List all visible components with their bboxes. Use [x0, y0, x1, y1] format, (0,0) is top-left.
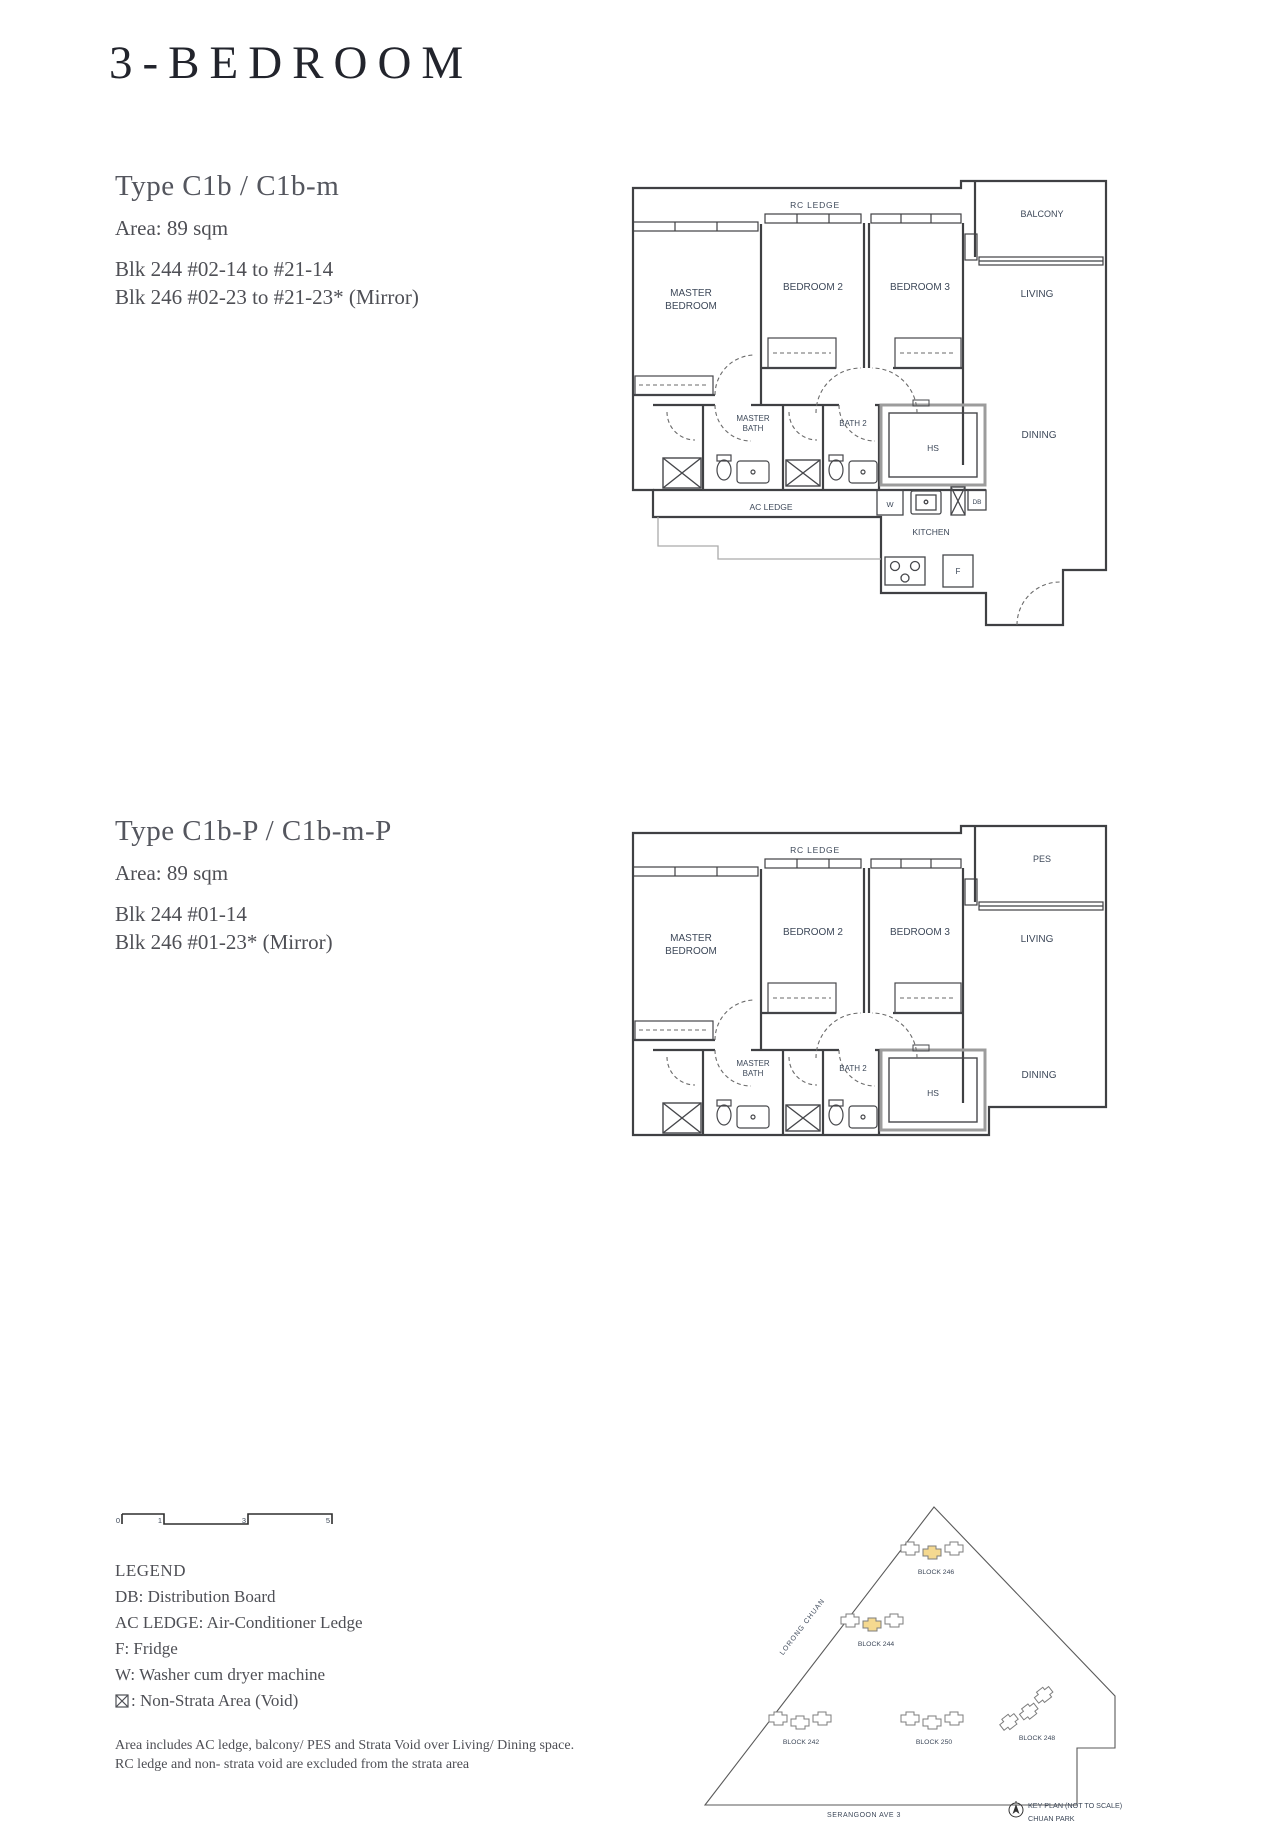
room-label-bedroom3: BEDROOM 3 — [889, 927, 951, 938]
legend-item-fridge: F: Fridge — [115, 1639, 178, 1658]
room-label-master-bedroom: BEDROOM — [665, 301, 717, 312]
fixture-label-fridge: F — [955, 567, 961, 576]
floorplan-type-c1b-p — [623, 823, 1110, 1141]
room-label-master-bath: MASTER — [736, 1059, 770, 1068]
room-label-bath2: BATH 2 — [839, 419, 867, 428]
room-label-kitchen: KITCHEN — [912, 527, 950, 537]
room-label-hs: HS — [927, 443, 939, 453]
walls — [633, 826, 1106, 1135]
block-label-250: BLOCK 250 — [915, 1739, 953, 1746]
block-250-cluster — [901, 1712, 963, 1729]
unit-area: Area: 89 sqm — [115, 861, 229, 885]
unit-type-label: Type C1b / C1b-m — [115, 170, 340, 202]
fixture-label-washer: W — [886, 500, 894, 509]
room-label-rc-ledge: RC LEDGE — [790, 200, 840, 210]
road-label-lorong-chuan: LORONG CHUAN — [778, 1597, 827, 1657]
scale-bar — [112, 1510, 344, 1534]
room-label-living: LIVING — [1020, 934, 1054, 945]
room-label-hs: HS — [927, 1088, 939, 1098]
road-label-serangoon-ave-3: SERANGOON AVE 3 — [827, 1812, 901, 1819]
ac-ledge-outline — [658, 517, 881, 559]
room-label-bedroom2: BEDROOM 2 — [782, 282, 844, 293]
scale-tick: 3 — [241, 1516, 246, 1525]
room-label-master-bedroom: BEDROOM — [665, 946, 717, 957]
room-label-dining: DINING — [1021, 430, 1057, 441]
room-label-dining: DINING — [1021, 1070, 1057, 1081]
door-swings — [639, 998, 956, 1086]
room-label-master-bedroom: MASTER — [670, 288, 712, 299]
footnote-line: RC ledge and non- strata void are excluded from the strata area — [115, 1757, 470, 1772]
room-label-bedroom3: BEDROOM 3 — [889, 282, 951, 293]
building-footprints — [769, 1542, 1057, 1736]
scale-tick: 1 — [157, 1516, 162, 1525]
block-label-244: BLOCK 244 — [857, 1641, 895, 1648]
room-label-master-bath: BATH — [742, 424, 764, 433]
footnote — [115, 1736, 574, 1774]
room-label-pes: PES — [1032, 854, 1052, 864]
legend-item-ac-ledge: AC LEDGE: Air-Conditioner Ledge — [115, 1613, 363, 1632]
unit-block-line: Blk 246 #01-23* (Mirror) — [115, 930, 333, 954]
block-242-cluster — [769, 1712, 831, 1729]
legend-item-void — [115, 1688, 363, 1714]
room-label-master-bath: MASTER — [736, 414, 770, 423]
footnote-line: Area includes AC ledge, balcony/ PES and Strata Void over Living/ Dining space. — [115, 1738, 575, 1753]
floorplan-type-c1b — [623, 178, 1110, 636]
scale-tick: 5 — [325, 1516, 330, 1525]
highlighted-unit — [923, 1546, 941, 1559]
block-label-242: BLOCK 242 — [782, 1739, 820, 1746]
room-label-living: LIVING — [1020, 289, 1054, 300]
block-244-cluster — [841, 1614, 903, 1631]
room-label-balcony: BALCONY — [1020, 209, 1064, 219]
unit-area: Area: 89 sqm — [115, 216, 229, 240]
block-246-cluster — [901, 1542, 963, 1559]
unit-block-line: Blk 244 #01-14 — [115, 902, 247, 926]
unit-type-label: Type C1b-P / C1b-m-P — [115, 815, 392, 847]
legend-item-db: DB: Distribution Board — [115, 1587, 276, 1606]
key-plan-map — [596, 1496, 1171, 1841]
highlighted-unit — [863, 1618, 881, 1631]
block-248-cluster — [998, 1684, 1057, 1736]
wardrobes — [635, 983, 961, 1040]
legend — [115, 1558, 363, 1714]
fixture-label-db: DB — [972, 499, 982, 506]
section-type-c1b-p-header — [115, 815, 535, 956]
unit-block-line: Blk 244 #02-14 to #21-14 — [115, 257, 334, 281]
room-label-bath2: BATH 2 — [839, 1064, 867, 1073]
legend-item-washer: W: Washer cum dryer machine — [115, 1665, 326, 1684]
block-label-248: BLOCK 248 — [1018, 1735, 1056, 1742]
unit-block-line: Blk 246 #02-23 to #21-23* (Mirror) — [115, 285, 419, 309]
room-label-master-bedroom: MASTER — [670, 933, 712, 944]
compass-icon — [1009, 1801, 1023, 1817]
room-label-rc-ledge: RC LEDGE — [790, 845, 840, 855]
legend-item-void-text: : Non-Strata Area (Void) — [131, 1691, 299, 1710]
section-type-c1b-header — [115, 170, 535, 311]
scale-tick: 0 — [115, 1516, 120, 1525]
room-label-bedroom2: BEDROOM 2 — [782, 927, 844, 938]
page-title: 3-BEDROOM — [109, 37, 474, 89]
void-box-icon — [115, 1694, 129, 1708]
block-label-246: BLOCK 246 — [917, 1569, 955, 1576]
key-plan-caption: KEY PLAN (NOT TO SCALE) — [1028, 1801, 1123, 1810]
key-plan-caption: CHUAN PARK — [1028, 1814, 1075, 1823]
wardrobes — [635, 338, 961, 395]
room-label-ac-ledge: AC LEDGE — [749, 502, 793, 512]
legend-heading: LEGEND — [115, 1561, 186, 1580]
room-label-master-bath: BATH — [742, 1069, 764, 1078]
